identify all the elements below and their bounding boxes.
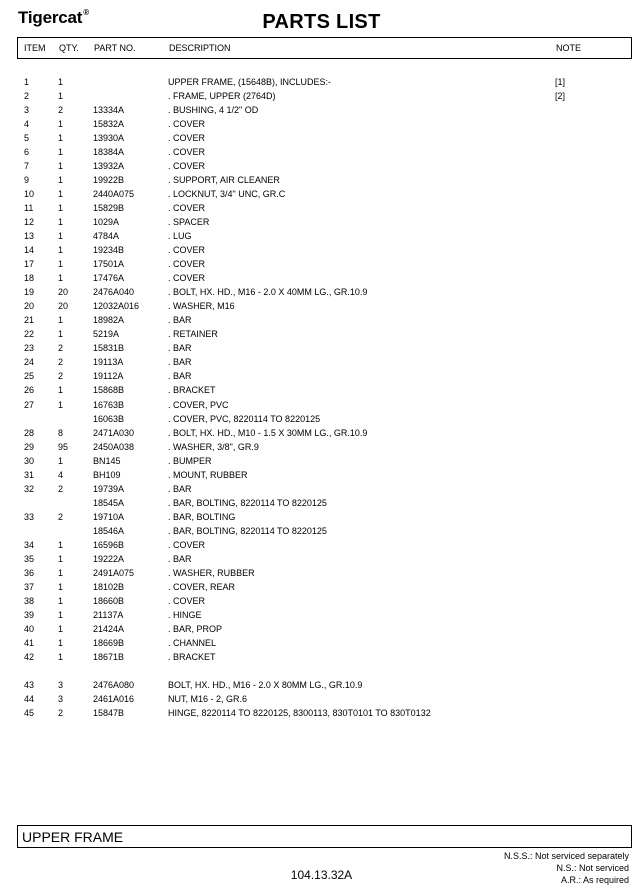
row-description: . COVER	[168, 161, 206, 172]
table-row	[0, 357, 643, 371]
row-item: 10	[24, 189, 35, 200]
brand-name: Tigercat	[18, 8, 83, 27]
row-part-no: 13334A	[93, 105, 125, 115]
row-item: 22	[24, 329, 35, 340]
section-title: UPPER FRAME	[22, 829, 124, 845]
table-row	[0, 287, 643, 301]
row-description: . BAR, BOLTING	[168, 511, 236, 522]
table-row	[0, 371, 643, 385]
row-description: . BAR, BOLTING, 8220114 TO 8220125	[168, 497, 327, 508]
table-row	[0, 456, 643, 470]
row-description: . WASHER, RUBBER	[168, 567, 255, 578]
row-item: 37	[24, 581, 35, 592]
row-qty: 2	[58, 371, 64, 382]
row-item: 30	[24, 455, 35, 466]
row-description: . BAR	[168, 553, 192, 564]
row-description: . BOLT, HX. HD., M16 - 2.0 X 40MM LG., GR.10.9	[168, 287, 368, 298]
row-qty: 1	[58, 175, 64, 186]
row-item: 14	[24, 245, 35, 256]
row-item: 17	[24, 259, 35, 270]
row-part-no: BN145	[93, 455, 121, 466]
header-part-no: PART NO.	[94, 43, 136, 53]
table-row	[0, 119, 643, 133]
row-part-no: 18671B	[93, 651, 125, 662]
row-qty: 1	[58, 539, 64, 550]
table-row	[0, 315, 643, 329]
row-description: . COVER, REAR	[168, 581, 236, 592]
row-part-no: 17476A	[93, 273, 125, 284]
row-qty: 1	[58, 315, 64, 326]
header-note: NOTE	[556, 43, 582, 53]
row-item: 5	[24, 133, 30, 144]
row-qty: 2	[58, 105, 64, 115]
row-description: . COVER	[168, 147, 206, 158]
registered-mark: ®	[83, 8, 89, 17]
row-qty: 1	[58, 259, 64, 270]
row-item: 28	[24, 427, 35, 438]
row-part-no: 2461A016	[93, 693, 135, 704]
row-qty: 1	[58, 245, 64, 256]
row-qty: 3	[58, 693, 64, 704]
row-part-no: 18102B	[93, 581, 125, 592]
row-part-no: 19739A	[93, 483, 125, 494]
table-row	[0, 680, 643, 694]
row-qty: 2	[58, 483, 64, 494]
row-qty: 8	[58, 427, 64, 438]
row-item: 27	[24, 399, 35, 410]
table-row	[0, 498, 643, 512]
row-description: . BRACKET	[168, 385, 216, 396]
table-row	[0, 301, 643, 315]
row-item: 44	[24, 693, 35, 704]
row-part-no: 18982A	[93, 315, 125, 326]
row-description: . BOLT, HX. HD., M10 - 1.5 X 30MM LG., GR.10.9	[168, 427, 368, 438]
row-item: 13	[24, 231, 35, 242]
row-description: . COVER	[168, 259, 206, 270]
row-item: 43	[24, 679, 35, 690]
row-qty: 95	[58, 441, 69, 452]
row-qty: 20	[58, 301, 69, 312]
table-row	[0, 484, 643, 498]
row-description: . SUPPORT, AIR CLEANER	[168, 175, 280, 186]
row-item: 29	[24, 441, 35, 452]
row-part-no: 1029A	[93, 217, 120, 228]
header-qty: QTY.	[59, 43, 79, 53]
row-item: 9	[24, 175, 30, 186]
table-row	[0, 343, 643, 357]
row-description: . COVER	[168, 203, 206, 214]
row-description: . COVER	[168, 245, 206, 256]
row-qty: 1	[58, 329, 64, 340]
row-description: . WASHER, 3/8", GR.9	[168, 441, 259, 452]
row-description: UPPER FRAME, (15648B), INCLUDES:-	[168, 77, 332, 87]
row-description: . WASHER, M16	[168, 301, 235, 312]
row-description: . CHANNEL	[168, 637, 217, 648]
legend-nss: N.S.S.: Not serviced separately	[503, 851, 629, 861]
row-item: 25	[24, 371, 35, 382]
row-item: 34	[24, 539, 35, 550]
row-description: . RETAINER	[168, 329, 218, 340]
row-description: . COVER, PVC, 8220114 TO 8220125	[168, 413, 321, 424]
table-row	[0, 596, 643, 610]
row-qty: 1	[58, 217, 64, 228]
row-part-no: 2440A075	[93, 189, 135, 200]
row-description: . BAR, PROP	[168, 623, 223, 634]
row-qty: 2	[58, 357, 64, 368]
row-item: 41	[24, 637, 35, 648]
row-note: [1]	[555, 77, 566, 87]
row-description: . SPACER	[168, 217, 210, 228]
row-description: . COVER	[168, 273, 206, 284]
row-part-no: 17501A	[93, 259, 125, 270]
row-item: 6	[24, 147, 30, 158]
row-qty: 20	[58, 287, 69, 298]
row-qty: 1	[58, 119, 64, 130]
table-row	[0, 385, 643, 399]
row-description: . COVER, PVC	[168, 399, 229, 410]
table-row	[0, 273, 643, 287]
header-description: DESCRIPTION	[169, 43, 231, 53]
row-part-no: 2450A038	[93, 441, 135, 452]
row-part-no: 18546A	[93, 525, 125, 536]
row-item: 35	[24, 553, 35, 564]
row-description: . LUG	[168, 231, 192, 242]
row-description: . BAR	[168, 343, 192, 354]
legend-ar: A.R.: As required	[560, 875, 629, 885]
header-item: ITEM	[24, 43, 46, 53]
row-item: 7	[24, 161, 30, 172]
table-row	[0, 540, 643, 554]
row-description: BOLT, HX. HD., M16 - 2.0 X 80MM LG., GR.10.9	[168, 679, 363, 690]
row-description: . COVER	[168, 133, 206, 144]
row-part-no: 16763B	[93, 399, 125, 410]
table-row	[0, 708, 643, 722]
table-row	[0, 161, 643, 175]
row-qty: 1	[58, 455, 64, 466]
row-item: 24	[24, 357, 35, 368]
row-qty: 2	[58, 511, 64, 522]
row-description: . BAR, BOLTING, 8220114 TO 8220125	[168, 525, 327, 536]
row-description: HINGE, 8220114 TO 8220125, 8300113, 830T0101 TO 830T0132	[168, 707, 431, 718]
row-item: 45	[24, 707, 35, 718]
table-row	[0, 428, 643, 442]
table-row	[0, 638, 643, 652]
row-item: 23	[24, 343, 35, 354]
table-row	[0, 91, 643, 105]
row-item: 1	[24, 77, 30, 87]
table-row	[0, 526, 643, 540]
page-number: 104.13.32A	[290, 868, 353, 882]
row-qty: 1	[58, 595, 64, 606]
row-description: . BUMPER	[168, 455, 212, 466]
row-description: . BAR	[168, 357, 192, 368]
row-qty: 1	[58, 77, 64, 87]
row-qty: 1	[58, 231, 64, 242]
table-row	[0, 624, 643, 638]
row-qty: 1	[58, 399, 64, 410]
table-row	[0, 189, 643, 203]
row-description: . COVER	[168, 119, 206, 130]
row-qty: 2	[58, 343, 64, 354]
table-row	[0, 652, 643, 666]
legend-ns: N.S.: Not serviced	[556, 863, 629, 873]
table-row	[0, 512, 643, 526]
table-row	[0, 147, 643, 161]
row-part-no: 19922B	[93, 175, 125, 186]
row-qty: 4	[58, 469, 64, 480]
row-part-no: 15847B	[93, 707, 125, 718]
row-item: 11	[24, 203, 34, 214]
row-qty: 1	[58, 147, 64, 158]
table-row	[0, 470, 643, 484]
row-description: . BAR	[168, 371, 192, 382]
row-part-no: 4784A	[93, 231, 120, 242]
row-qty: 1	[58, 133, 64, 144]
table-row	[0, 568, 643, 582]
row-qty: 1	[58, 609, 64, 620]
table-row	[0, 329, 643, 343]
row-part-no: 2471A030	[93, 427, 135, 438]
table-row	[0, 133, 643, 147]
table-row	[0, 245, 643, 259]
row-qty: 3	[58, 679, 64, 690]
row-part-no: 12032A016	[93, 301, 140, 312]
row-part-no: 19234B	[93, 245, 125, 256]
row-qty: 1	[58, 91, 64, 101]
row-description: . FRAME, UPPER (2764D)	[168, 91, 276, 101]
row-item: 36	[24, 567, 35, 578]
row-part-no: 5219A	[93, 329, 120, 340]
row-part-no: 13930A	[93, 133, 125, 144]
row-description: . BAR	[168, 315, 192, 326]
row-item: 42	[24, 651, 35, 662]
row-item: 32	[24, 483, 35, 494]
table-row	[0, 231, 643, 245]
section-title-box	[17, 825, 632, 848]
row-qty: 1	[58, 385, 64, 396]
row-part-no: 19112A	[93, 371, 124, 382]
page-title: PARTS LIST	[262, 11, 381, 33]
table-row	[0, 610, 643, 624]
row-part-no: BH109	[93, 469, 121, 480]
row-part-no: 15829B	[93, 203, 125, 214]
table-row	[0, 175, 643, 189]
table-row	[0, 77, 643, 91]
row-part-no: 18545A	[93, 497, 125, 508]
row-part-no: 21424A	[93, 623, 125, 634]
row-qty: 2	[58, 707, 64, 718]
row-qty: 1	[58, 203, 64, 214]
row-qty: 1	[58, 161, 64, 172]
row-part-no: 18660B	[93, 595, 125, 606]
row-qty: 1	[58, 581, 64, 592]
row-qty: 1	[58, 567, 64, 578]
row-part-no: 18384A	[93, 147, 125, 158]
row-part-no: 16596B	[93, 539, 125, 550]
table-row	[0, 442, 643, 456]
table-row	[0, 217, 643, 231]
row-item: 18	[24, 273, 35, 284]
row-part-no: 15832A	[93, 119, 125, 130]
row-description: . BRACKET	[168, 651, 216, 662]
table-row	[0, 259, 643, 273]
row-part-no: 19222A	[93, 553, 125, 564]
row-item: 39	[24, 609, 35, 620]
row-item: 38	[24, 595, 35, 606]
row-description: . COVER	[168, 595, 206, 606]
row-part-no: 19710A	[93, 511, 125, 522]
row-part-no: 16063B	[93, 413, 125, 424]
row-item: 26	[24, 385, 35, 396]
table-row	[0, 694, 643, 708]
table-row	[0, 414, 643, 428]
row-item: 21	[24, 315, 35, 326]
row-part-no: 19113A	[93, 357, 124, 368]
row-item: 40	[24, 623, 35, 634]
table-row	[0, 105, 643, 119]
row-part-no: 13932A	[93, 161, 125, 172]
row-description: . BAR	[168, 483, 192, 494]
row-note: [2]	[555, 91, 566, 101]
row-item: 2	[24, 91, 30, 101]
row-description: . COVER	[168, 539, 206, 550]
table-row	[0, 554, 643, 568]
table-row	[0, 582, 643, 596]
row-item: 31	[24, 469, 35, 480]
row-qty: 1	[58, 637, 64, 648]
row-part-no: 21137A	[93, 609, 124, 620]
row-item: 33	[24, 511, 35, 522]
row-part-no: 15831B	[93, 343, 125, 354]
row-item: 12	[24, 217, 35, 228]
row-qty: 1	[58, 651, 64, 662]
row-qty: 1	[58, 189, 64, 200]
row-qty: 1	[58, 623, 64, 634]
row-part-no: 15868B	[93, 385, 125, 396]
row-item: 19	[24, 287, 35, 298]
row-part-no: 2476A040	[93, 287, 135, 298]
row-part-no: 2491A075	[93, 567, 135, 578]
table-row	[0, 203, 643, 217]
row-description: . HINGE	[168, 609, 202, 620]
row-qty: 1	[58, 553, 64, 564]
row-qty: 1	[58, 273, 64, 284]
row-part-no: 2476A080	[93, 679, 135, 690]
row-description: . BUSHING, 4 1/2" OD	[168, 105, 259, 115]
row-item: 3	[24, 105, 30, 115]
row-item: 20	[24, 301, 35, 312]
table-row	[0, 400, 643, 414]
row-description: . MOUNT, RUBBER	[168, 469, 248, 480]
row-description: NUT, M16 - 2, GR.6	[168, 693, 248, 704]
row-part-no: 18669B	[93, 637, 125, 648]
row-item: 4	[24, 119, 30, 130]
row-description: . LOCKNUT, 3/4" UNC, GR.C	[168, 189, 286, 200]
